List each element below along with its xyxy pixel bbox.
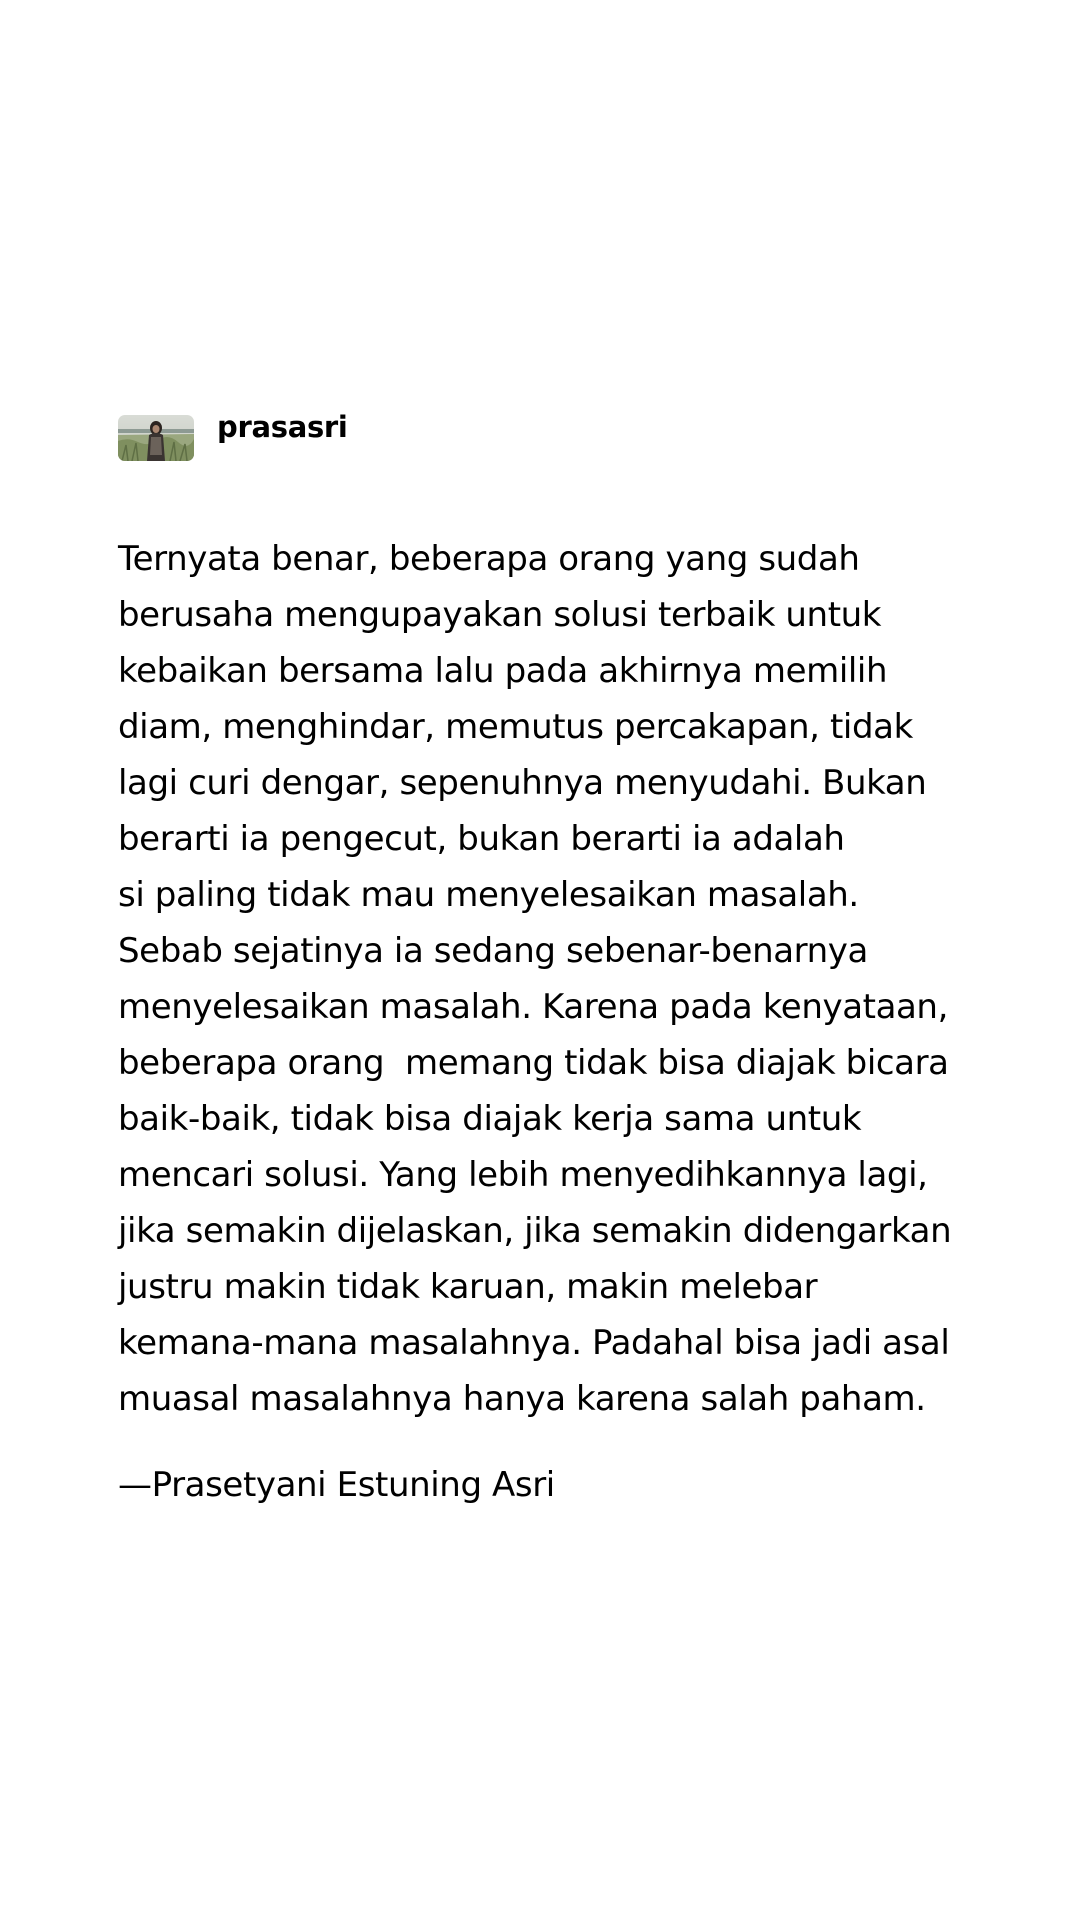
quote-line: Ternyata benar, beberapa orang yang sudah [118,539,860,579]
quote-line: Sebab sejatinya ia sedang sebenar-benarnya [118,931,868,971]
quote-line: justru makin tidak karuan, makin melebar [118,1267,818,1307]
quote-text [118,531,968,1427]
quote-line: kebaikan bersama lalu pada akhirnya memilih [118,651,888,691]
quote-line: si paling tidak mau menyelesaikan masalah. [118,875,859,915]
post-header [118,405,968,461]
avatar[interactable] [118,415,194,461]
quote-line: berusaha mengupayakan solusi terbaik untuk [118,595,882,635]
quote-source: —Prasetyani Estuning Asri [118,1465,555,1505]
quote-line: diam, menghindar, memutus percakapan, tidak [118,707,913,747]
quote-line: jika semakin dijelaskan, jika semakin didengarkan [118,1211,952,1251]
quote [118,531,968,1513]
quote-line: berarti ia pengecut, bukan berarti ia adalah [118,819,845,859]
quote-line: beberapa orang memang tidak bisa diajak bicara [118,1043,949,1083]
username[interactable]: prasasri [217,410,348,444]
quote-line: menyelesaikan masalah. Karena pada kenyataan, [118,987,948,1027]
quote-line: baik-baik, tidak bisa diajak kerja sama untuk [118,1099,862,1139]
quote-line: muasal masalahnya hanya karena salah paham. [118,1379,926,1419]
quote-line: kemana-mana masalahnya. Padahal bisa jadi asal [118,1323,950,1363]
quote-post [118,405,968,1513]
quote-line: lagi curi dengar, sepenuhnya menyudahi. Bukan [118,763,927,803]
quote-line: mencari solusi. Yang lebih menyedihkannya lagi, [118,1155,928,1195]
